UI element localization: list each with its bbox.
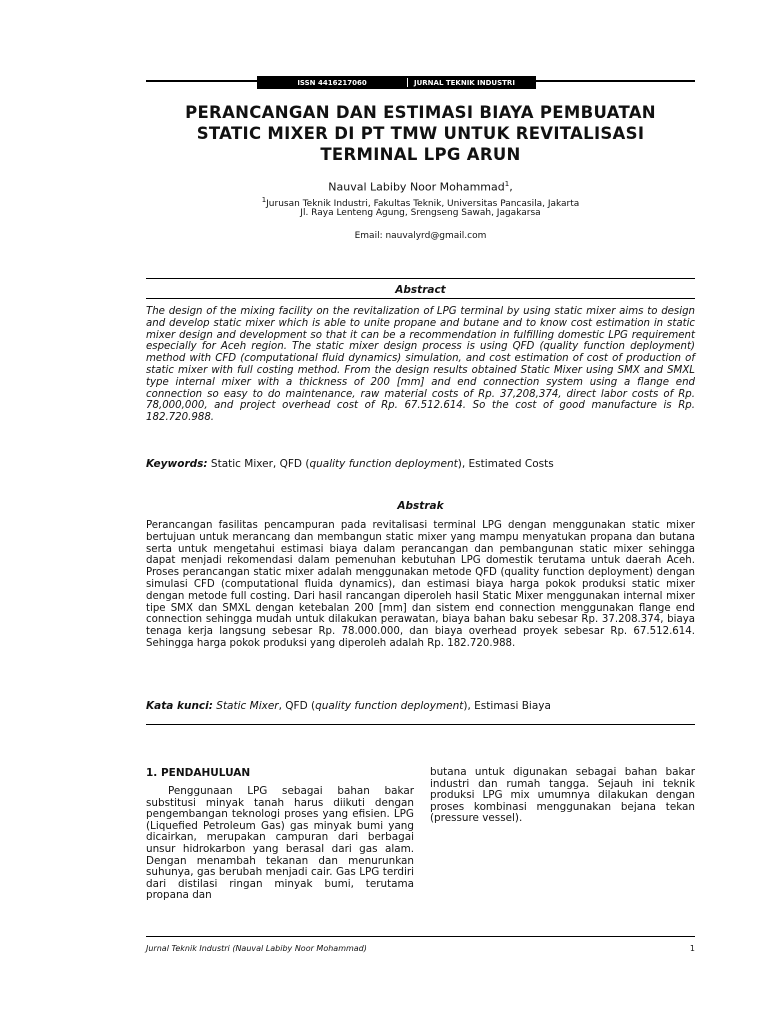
keywords-en-part-b: quality function deployment	[309, 458, 458, 470]
keywords-en-part-c: ), Estimated Costs	[457, 458, 554, 470]
keywords-id-part-b: , QFD (	[278, 700, 316, 712]
page-number: 1	[689, 944, 695, 953]
author-line	[146, 180, 695, 194]
keywords-id-part-c: quality function deployment	[315, 700, 464, 712]
keywords-en	[146, 458, 695, 470]
issn-label: ISSN 4416217060	[297, 78, 367, 87]
author-name: Nauval Labiby Noor Mohammad	[328, 180, 505, 194]
affiliation-line-2: Jl. Raya Lenteng Agung, Srengseng Sawah, Jagakarsa	[300, 208, 541, 218]
journal-header-bar	[257, 76, 536, 89]
title-line-1: PERANCANGAN DAN ESTIMASI BIAYA PEMBUATAN	[185, 103, 656, 122]
abstract-heading: Abstract	[395, 284, 446, 296]
intro-left-column: Penggunaan LPG sebagai bahan bakar substitusi minyak tanah harus diikuti dengan pengembangan teknologi proses yang efisien. LPG (Liquefied Petroleum Gas) gas minyak bumi yang dicairkan, merupakan campuran dari berbagai unsur hidrokarbon yang berasal dari gas alam. Dengan menambah tekanan dan menurunkan suhunya, gas berubah menjadi cair. Gas LPG terdiri dari distilasi ringan minyak bumi, terutama propana dan	[146, 785, 414, 902]
affiliation-text-1: Jurusan Teknik Industri, Fakultas Teknik, Universitas Pancasila, Jakarta	[266, 199, 580, 209]
abstrak-heading: Abstrak	[397, 500, 444, 512]
paper-title	[146, 102, 695, 165]
author-email: Email: nauvalyrd@gmail.com	[354, 231, 487, 241]
intro-right-column: butana untuk digunakan sebagai bahan bakar industri dan rumah tangga. Sejauh ini teknik produksi LPG mix umumnya dilakukan dengan proses kombinasi menggunakan bejana tekan (pressure vessel).	[430, 766, 695, 825]
footer-citation: Jurnal Teknik Industri (Nauval Labiby Noor Mohammad)	[146, 944, 367, 953]
abstrak-bottom-rule	[146, 724, 695, 725]
keywords-en-label: Keywords:	[146, 458, 208, 470]
title-line-2: STATIC MIXER DI PT TMW UNTUK REVITALISASI	[196, 124, 645, 143]
footer-rule	[146, 936, 695, 937]
journal-name: JURNAL TEKNIK INDUSTRI	[414, 78, 515, 87]
title-line-3: TERMINAL LPG ARUN	[320, 145, 521, 164]
keywords-id	[146, 700, 695, 712]
section-heading-pendahuluan: 1. PENDAHULUAN	[146, 767, 251, 779]
author-suffix: ,	[509, 180, 513, 194]
affiliation-superscript: 1	[261, 196, 267, 204]
keywords-id-label: Kata kunci:	[146, 700, 213, 712]
abstract-top-rule	[146, 278, 695, 279]
keywords-en-part-a: Static Mixer, QFD (	[207, 458, 310, 470]
keywords-id-part-d: ), Estimasi Biaya	[463, 700, 551, 712]
abstract-id-text: Perancangan fasilitas pencampuran pada revitalisasi terminal LPG dengan menggunakan static mixer bertujuan untuk merancang dan membangun static mixer yang mampu menyatukan propana dan butana serta untuk mengetahui estimasi biaya dalam perancangan dan pembangunan static mixer sehingga dapat menjadi rekomendasi dalam pemenuhan kebutuhan LPG domestik terutama untuk daerah Aceh. Proses perancangan static mixer adalah menggunakan metode QFD (quality function deployment) dengan simulasi CFD (computational fluida dynamics), dan estimasi biaya harga pokok produksi static mixer dengan metode full costing. Dari hasil rancangan diperoleh hasil Static Mixer menggunakan internal mixer tipe SMX dan SMXL dengan ketebalan 200 [mm] dan sistem end connection menggunakan flange end connection sehingga mudah untuk dilakukan perawatan, biaya bahan baku sebesar Rp. 37.208.374, biaya tenaga kerja langsung sebesar Rp. 78.000.000, dan biaya overhead proyek sebesar Rp. 67.512.614. Sehingga harga pokok produksi yang diperoleh adalah Rp. 182.720.988.	[146, 520, 695, 649]
abstract-heading-rule	[146, 298, 695, 299]
abstract-en-text: The design of the mixing facility on the revitalization of LPG terminal by using static mixer aims to design and develop static mixer which is able to unite propane and butane and to know cost estimation in static mixer design and development so that it can be a recommendation in fulfilling domestic LPG requirement especially for Aceh region. The static mixer design process is using QFD (quality function deployment) method with CFD (computational fluid dynamics) simulation, and cost estimation of cost of production of static mixer with full costing method. From the design results obtained Static Mixer using SMX and SMXL type internal mixer with a thickness of 200 [mm] and end connection system using a flange end connection so easy to do maintenance, raw material costs of Rp. 37,208,374, direct labor costs of Rp. 78,000,000, and project overhead cost of Rp. 67.512.614. So the cost of good manufacture is Rp. 182.720.988.	[146, 306, 695, 424]
author-superscript: 1	[504, 180, 510, 188]
keywords-id-part-a: Static Mixer	[212, 700, 279, 712]
